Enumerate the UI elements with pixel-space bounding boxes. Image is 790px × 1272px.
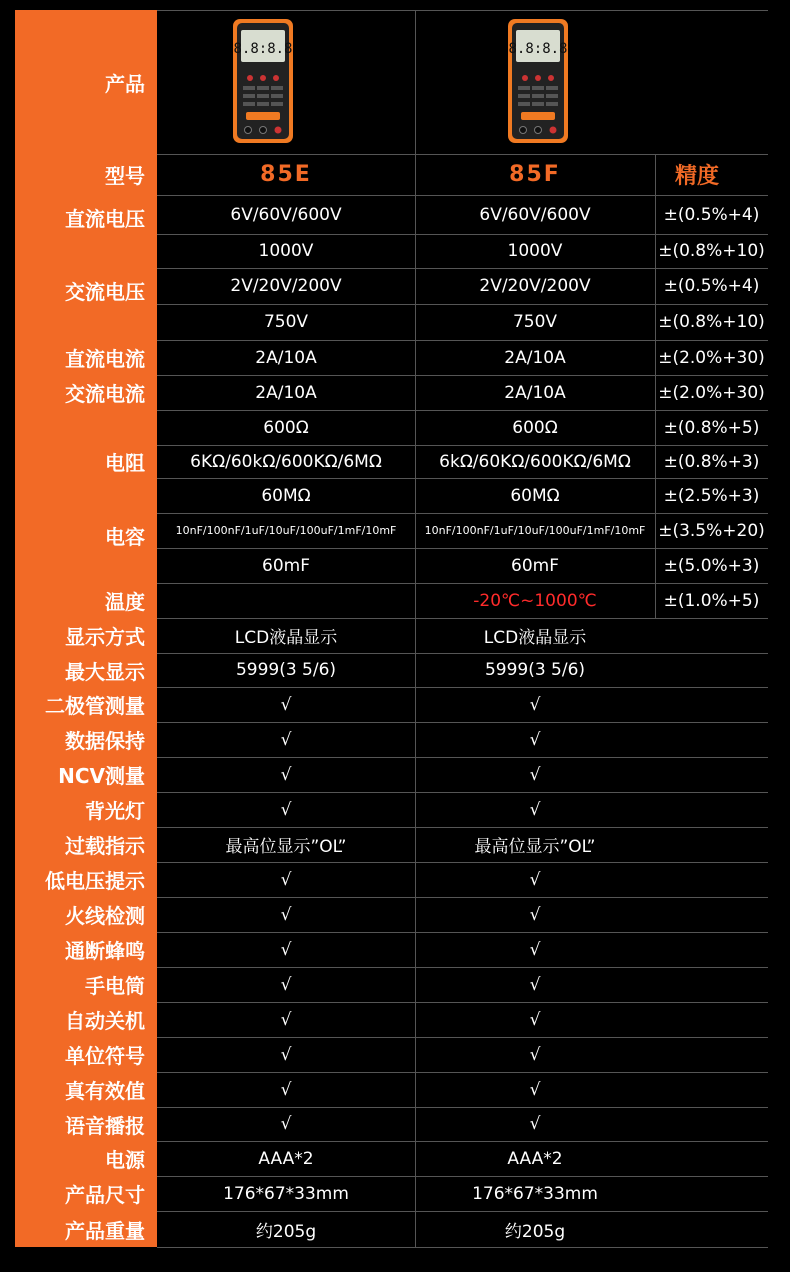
row-divider [157,618,768,619]
row-label-res: 电阻 [15,410,157,513]
cell-dcv1-accuracy: ±(0.5%+4) [663,204,760,225]
row-divider [157,967,768,968]
column-divider [655,154,656,618]
row-label-dca: 直流电流 [15,340,157,375]
cell-ncv-85e: √ [280,764,292,785]
cell-diode-85e: √ [280,694,292,715]
svg-text:8.8:8.8: 8.8:8.8 [233,41,293,57]
cell-weight-85f: 约205g [504,1221,566,1242]
cell-weight-85e: 约205g [255,1221,317,1242]
row-label-weight: 产品重量 [15,1211,157,1247]
row-divider [157,1211,768,1212]
row-label-maxdisp: 最大显示 [15,653,157,687]
column-divider [415,10,416,1247]
cell-cap2-85f: 60mF [511,555,559,576]
cell-unit-85f: √ [529,1044,541,1065]
row-divider [157,268,768,269]
row-divider [157,1002,768,1003]
row-label-voice: 语音播报 [15,1107,157,1141]
row-divider [157,1037,768,1038]
cell-acv1-accuracy: ±(0.5%+4) [663,276,760,296]
cell-cap2-accuracy: ±(5.0%+3) [663,555,760,576]
cell-live-85f: √ [529,904,541,925]
row-divider [157,304,768,305]
cell-res1-85e: 600Ω [263,417,309,438]
cell-lowbatt-85e: √ [280,869,292,890]
row-divider [157,513,768,514]
row-label-model: 型号 [15,154,157,195]
row-label-backlight: 背光灯 [15,792,157,827]
row-divider [157,375,768,376]
cell-ncv-85f: √ [529,764,541,785]
row-divider [157,1247,768,1248]
cell-temp-85e [157,583,415,618]
row-divider [157,154,768,155]
cell-cap1-accuracy: ±(3.5%+20) [658,520,765,541]
row-label-autooff: 自动关机 [15,1002,157,1037]
model-85e: 85E [260,162,312,187]
cell-autooff-85f: √ [529,1009,541,1030]
row-divider [157,653,768,654]
cell-res1-85f: 600Ω [512,417,558,438]
row-label-unit: 单位符号 [15,1037,157,1072]
row-divider [157,932,768,933]
cell-res2-85e: 6KΩ/60kΩ/600KΩ/6MΩ [190,451,382,472]
row-label-torch: 手电筒 [15,967,157,1002]
cell-dca-85f: 2A/10A [504,347,566,368]
cell-trms-85f: √ [529,1079,541,1100]
cell-aca-85f: 2A/10A [504,382,566,403]
cell-cap1-85e: 10nF/100nF/1uF/10uF/100uF/1mF/10mF [175,524,397,537]
cell-voice-85f: √ [529,1114,541,1134]
row-label-size: 产品尺寸 [15,1176,157,1211]
cell-acv2-accuracy: ±(0.8%+10) [658,312,765,332]
row-divider [157,792,768,793]
cell-dcv1-85e: 6V/60V/600V [230,204,342,225]
cell-res2-accuracy: ±(0.8%+3) [663,451,760,472]
cell-voice-85e: √ [280,1114,292,1134]
row-divider [157,195,768,196]
cell-size-85e: 176*67*33mm [223,1183,349,1204]
row-divider [157,234,768,235]
cell-cap1-85f: 10nF/100nF/1uF/10uF/100uF/1mF/10mF [424,524,646,537]
cell-unit-85e: √ [280,1044,292,1065]
cell-autooff-85e: √ [280,1009,292,1030]
cell-diode-85f: √ [529,694,541,715]
cell-dcv2-85e: 1000V [258,241,314,261]
cell-aca-85e: 2A/10A [255,382,317,403]
row-divider [157,478,768,479]
row-label-trms: 真有效值 [15,1072,157,1107]
row-divider [157,410,768,411]
cell-dca-85e: 2A/10A [255,347,317,368]
cell-dcv2-accuracy: ±(0.8%+10) [658,241,765,261]
cell-power-85f: AAA*2 [507,1148,563,1169]
cell-backlight-85e: √ [280,799,292,820]
row-divider [157,1176,768,1177]
row-label-display: 显示方式 [15,618,157,653]
row-label-acv: 交流电压 [15,268,157,340]
cell-size-85f: 176*67*33mm [472,1183,598,1204]
cell-beep-85e: √ [280,939,292,960]
cell-overload-85f: 最高位显示”OL” [474,837,596,857]
row-divider [157,722,768,723]
cell-backlight-85f: √ [529,799,541,820]
row-divider [157,862,768,863]
cell-temp-85f: -20℃~1000℃ [473,590,597,611]
cell-maxdisp-85e: 5999(3 5/6) [235,660,337,680]
accuracy-header: 精度 [675,164,720,189]
row-label-overload: 过载指示 [15,827,157,862]
cell-trms-85e: √ [280,1079,292,1100]
row-divider [157,1107,768,1108]
row-label-product: 产品 [15,10,157,154]
row-label-aca: 交流电流 [15,375,157,410]
cell-res3-accuracy: ±(2.5%+3) [663,485,760,506]
cell-acv2-85e: 750V [263,312,309,332]
cell-dca-accuracy: ±(2.0%+30) [658,347,765,368]
row-label-ncv: NCV测量 [15,757,157,792]
cell-hold-85f: √ [529,729,541,750]
cell-display-85e: LCD液晶显示 [234,628,338,648]
svg-text:8.8:8.8: 8.8:8.8 [508,41,568,57]
cell-acv2-85f: 750V [512,312,558,332]
row-label-beep: 通断蜂鸣 [15,932,157,967]
cell-beep-85f: √ [529,939,541,960]
cell-torch-85e: √ [280,974,292,995]
cell-res3-85f: 60MΩ [510,485,560,506]
row-divider [157,548,768,549]
cell-res2-85f: 6kΩ/60KΩ/600KΩ/6MΩ [439,451,631,472]
cell-overload-85e: 最高位显示”OL” [225,837,347,857]
cell-temp-accuracy: ±(1.0%+5) [663,590,760,611]
cell-torch-85f: √ [529,974,541,995]
cell-lowbatt-85f: √ [529,869,541,890]
cell-acv1-85e: 2V/20V/200V [230,276,342,296]
row-divider [157,897,768,898]
cell-acv1-85f: 2V/20V/200V [479,276,591,296]
row-label-hold: 数据保持 [15,722,157,757]
product-image-85f [507,18,569,144]
row-divider [157,340,768,341]
row-divider [157,10,768,11]
product-image-85e [232,18,294,144]
cell-power-85e: AAA*2 [258,1148,314,1169]
cell-maxdisp-85f: 5999(3 5/6) [484,660,586,680]
cell-cap2-85e: 60mF [262,555,310,576]
cell-live-85e: √ [280,904,292,925]
row-divider [157,757,768,758]
row-divider [157,445,768,446]
cell-dcv1-85f: 6V/60V/600V [479,204,591,225]
row-divider [157,1141,768,1142]
comparison-table [15,10,768,1247]
row-divider [157,827,768,828]
row-label-diode: 二极管测量 [15,687,157,722]
cell-aca-accuracy: ±(2.0%+30) [658,382,765,403]
cell-hold-85e: √ [280,729,292,750]
row-label-temp: 温度 [15,583,157,618]
row-label-live: 火线检测 [15,897,157,932]
cell-dcv2-85f: 1000V [507,241,563,261]
row-label-dcv: 直流电压 [15,195,157,268]
row-divider [157,687,768,688]
row-label-lowbatt: 低电压提示 [15,862,157,897]
model-85f: 85F [509,162,561,187]
row-divider [157,583,768,584]
row-label-cap: 电容 [15,513,157,583]
row-divider [157,1072,768,1073]
cell-res3-85e: 60MΩ [261,485,311,506]
cell-res1-accuracy: ±(0.8%+5) [663,417,760,438]
cell-display-85f: LCD液晶显示 [483,628,587,648]
row-label-power: 电源 [15,1141,157,1176]
